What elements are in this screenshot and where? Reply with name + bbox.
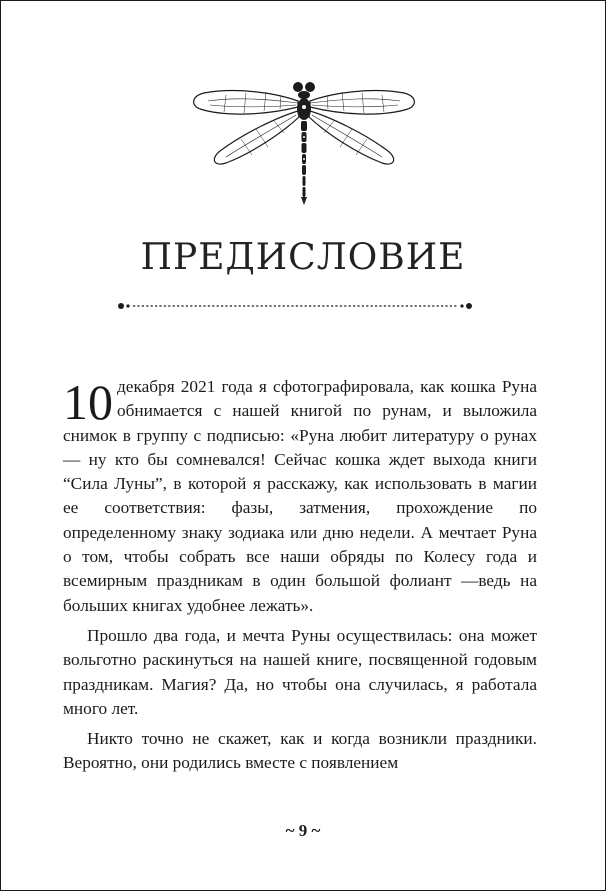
paragraph-1	[63, 375, 537, 618]
body-text	[63, 375, 537, 776]
drop-cap: 10	[63, 374, 113, 430]
page-number: ~ 9 ~	[285, 821, 321, 840]
ornamental-divider	[117, 297, 473, 315]
paragraph-2: Прошло два года, и мечта Руны осуществилась: она может вольготно раскинуться на нашей книге, посвященной годовым праздникам. Магия? Да, но чтобы она случилась, я работала много лет.	[63, 625, 537, 718]
chapter-title: ПРЕДИСЛОВИЕ	[140, 237, 466, 278]
paragraph-3: Никто точно не скажет, как и когда возникли праздники. Вероятно, они родились вместе с появлением	[63, 729, 537, 773]
paragraph-1-text: декабря 2021 года я сфотографировала, как кошка Руна обнимается с нашей книгой по рунам, и выложила снимок в группу с подписью: «Руна любит литературу о рунах — ну кто бы сомневался! Сейчас кошка ждет выхода книги “Сила Луны”, в которой я расскажу, как использовать в магии ее соответствия: фазы, затмения, прохождение по определенному знаку зодиака или дню недели. А мечтает Руна о том, чтобы собрать все наши обряды по Колесу года и всемирным праздникам в один большой фолиант —ведь на больших книгах удобнее лежать».	[63, 377, 537, 615]
dragonfly-illustration	[186, 71, 422, 207]
